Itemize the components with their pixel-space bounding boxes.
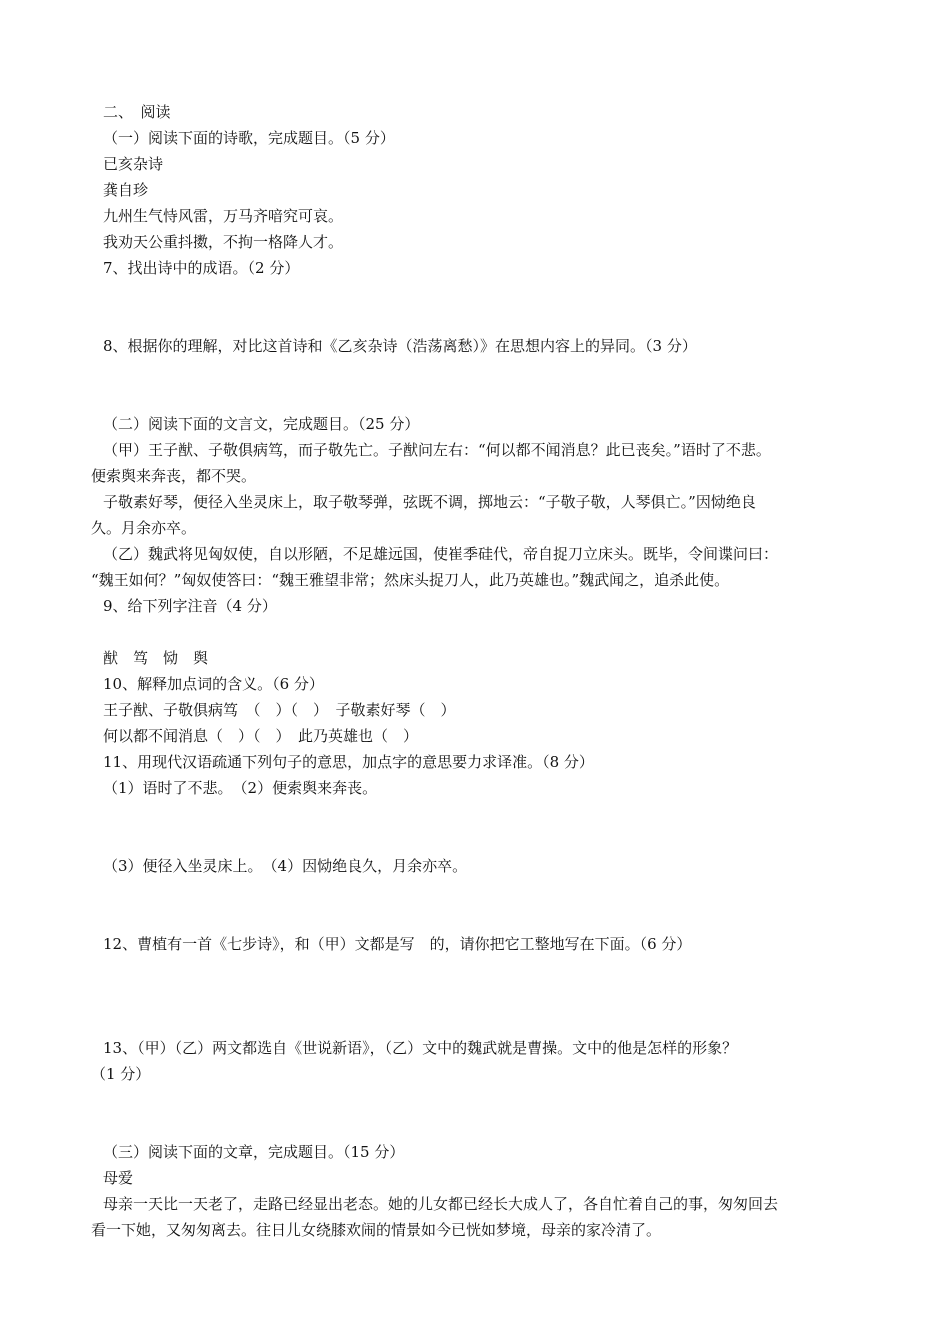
question-9-characters: 猷 笃 恸 舆	[103, 649, 209, 667]
question-12: 12、曹植有一首《七步诗》，和（甲）文都是写 的，请你把它工整地写在下面。（6 分）	[103, 935, 692, 953]
question-10-row-1: 王子猷、子敬俱病笃 （ ）（ ） 子敬素好琴（ ）	[103, 701, 456, 719]
essay-line-2: 看一下她，又匆匆离去。往日儿女绕膝欢闹的情景如今已恍如梦境，母亲的家冷清了。	[91, 1221, 662, 1239]
part2-intro: （二）阅读下面的文言文，完成题目。（25 分）	[103, 415, 420, 433]
essay-line-1: 母亲一天比一天老了，走路已经显出老态。她的儿女都已经长大成人了，各自忙着自己的事，匆匆回去	[103, 1195, 779, 1213]
poem-line-2: 我劝天公重抖擞，不拘一格降人才。	[103, 233, 344, 251]
poem-line-1: 九州生气恃风雷，万马齐喑究可哀。	[103, 207, 344, 225]
passage-jia-line-3: 子敬素好琴，便径入坐灵床上，取子敬琴弹，弦既不调，掷地云：“子敬子敬，人琴俱亡。”因恸绝良	[103, 493, 756, 511]
passage-jia-line-1: （甲）王子猷、子敬俱病笃，而子敬先亡。子猷问左右：“何以都不闻消息？此已丧矣。”语时了不悲。	[103, 441, 771, 459]
passage-jia-line-4: 久。月余亦卒。	[91, 519, 197, 537]
question-9: 9、给下列字注音（4 分）	[103, 597, 277, 615]
question-11-row-2: （3）便径入坐灵床上。 （4）因恸绝良久，月余亦卒。	[103, 857, 468, 875]
essay-title: 母爱	[103, 1169, 134, 1187]
passage-jia-line-2: 便索舆来奔丧，都不哭。	[91, 467, 257, 485]
passage-yi-line-2: “魏王如何？”匈奴使答曰：“魏王雅望非常；然床头捉刀人，此乃英雄也。”魏武闻之，追杀此使。	[91, 571, 730, 589]
question-10-row-2: 何以都不闻消息（ ）（ ） 此乃英雄也（ ）	[103, 727, 419, 745]
question-10: 10、解释加点词的含义。（6 分）	[103, 675, 324, 693]
section-heading: 二、 阅读	[103, 103, 171, 121]
part3-intro: （三）阅读下面的文章，完成题目。（15 分）	[103, 1143, 405, 1161]
question-11-row-1: （1）语时了不悲。 （2）便索舆来奔丧。	[103, 779, 378, 797]
question-13-line-2: （1 分）	[91, 1065, 151, 1083]
poem-title: 已亥杂诗	[103, 155, 164, 173]
question-13-line-1: 13、（甲）（乙）两文都选自《世说新语》，（乙）文中的魏武就是曹操。文中的他是怎样的形象？	[103, 1039, 738, 1057]
passage-yi-line-1: （乙）魏武将见匈奴使，自以形陋，不足雄远国，使崔季硅代，帝自捉刀立床头。既毕，令间谍问曰：	[103, 545, 779, 563]
part1-intro: （一）阅读下面的诗歌，完成题目。（5 分）	[103, 129, 395, 147]
poem-author: 龚自珍	[103, 181, 149, 199]
question-7: 7、找出诗中的成语。（2 分）	[103, 259, 300, 277]
question-8: 8、根据你的理解，对比这首诗和《乙亥杂诗（浩荡离愁）》在思想内容上的异同。（3 分）	[103, 337, 697, 355]
question-11: 11、用现代汉语疏通下列句子的意思，加点字的意思要力求译准。（8 分）	[103, 753, 594, 771]
